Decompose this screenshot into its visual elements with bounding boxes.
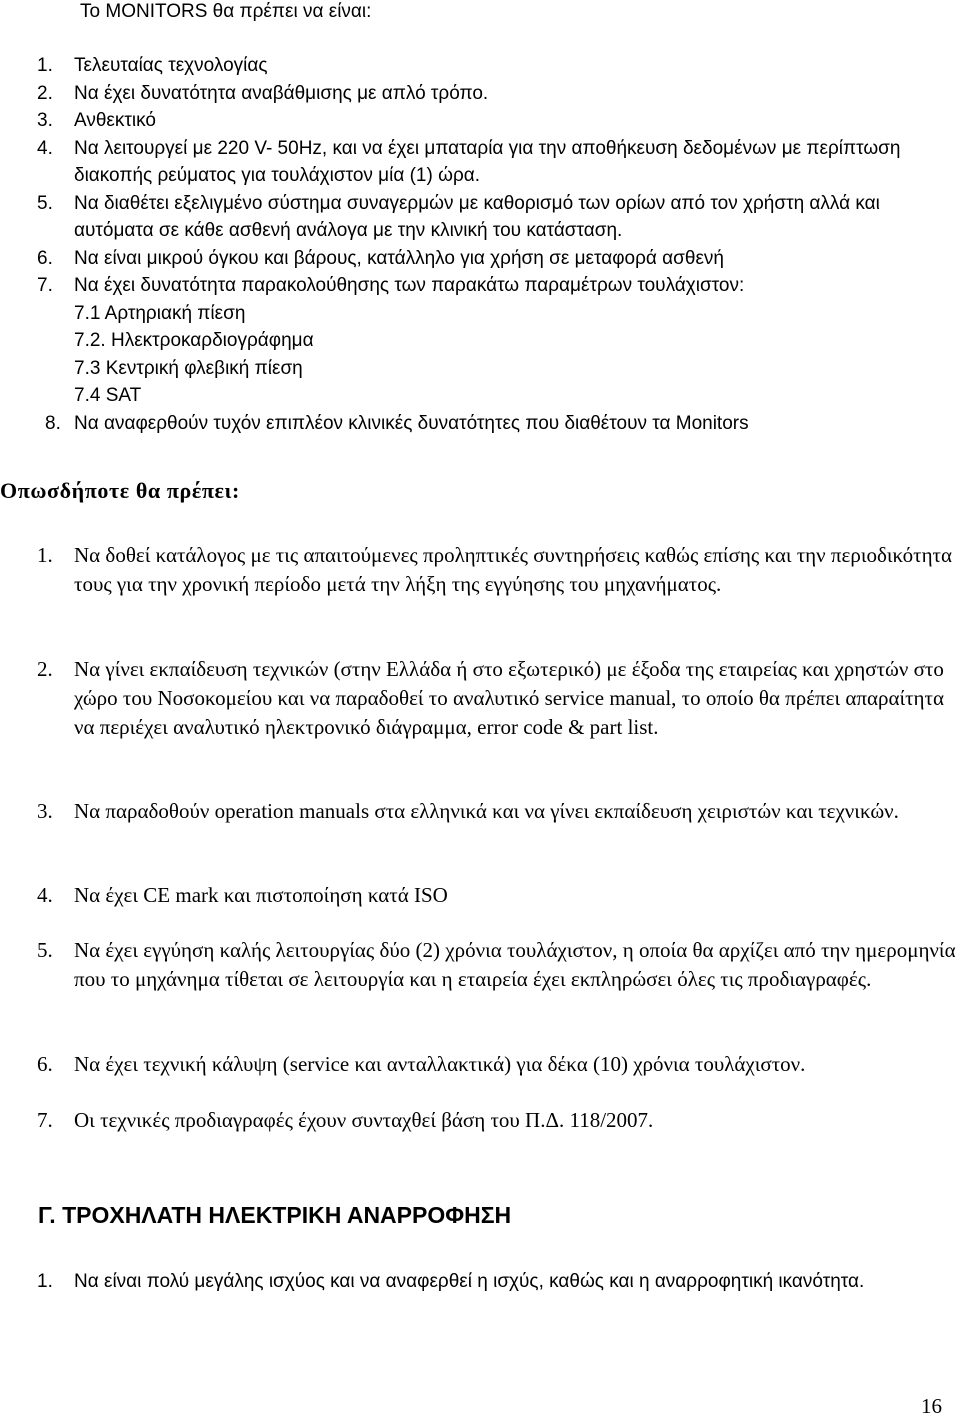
section-heading-suction: Γ. ΤΡΟΧΗΛΑΤΗ ΗΛΕΚΤΡΙΚΗ ΑΝΑΡΡΟΦΗΣΗ [38, 1202, 512, 1228]
requirement-block [0, 936, 960, 994]
list-item [0, 135, 960, 190]
list-number: 2. [37, 82, 53, 104]
sub-list-item [0, 355, 960, 383]
list-item [0, 52, 960, 80]
sub-list-text: 7.1 Αρτηριακή πίεση [74, 302, 246, 324]
requirement-block [0, 797, 960, 826]
list-number: 6. [37, 247, 53, 269]
list-item [0, 190, 960, 245]
list-text: Να δοθεί κατάλογος με τις απαιτούμενες προληπτικές συντηρήσεις καθώς επίσης και την περιοδικότητα τους για την χρονική περίοδο μετά την λήξη της εγγύησης του μηχανήματος. [74, 543, 952, 596]
list-text: Να λειτουργεί με 220 V- 50Hz, και να έχει μπαταρία για την αποθήκευση δεδομένων με περίπτωση διακοπής ρεύματος για τουλάχιστον μία (1) ώρα. [74, 137, 901, 186]
list-text: Να παραδοθούν operation manuals στα ελληνικά και να γίνει εκπαίδευση χειριστών και τεχνικών. [74, 799, 899, 823]
list-text: Να έχει εγγύηση καλής λειτουργίας δύο (2) χρόνια τουλάχιστον, η οποία θα αρχίζει από την ημερομηνία που το μηχάνημα τίθεται σε λειτουργία και η εταιρεία έχει εκπληρώσει όλες τις προδιαγραφές. [74, 938, 956, 991]
sub-list-item [0, 300, 960, 328]
list-text: Να είναι μικρού όγκου και βάρους, κατάλληλο για χρήση σε μεταφορά ασθενή [74, 247, 724, 269]
list-text: Να έχει CE mark και πιστοποίηση κατά ISO [74, 883, 448, 907]
list-text: Να έχει δυνατότητα παρακολούθησης των παρακάτω παραμέτρων τουλάχιστον: [74, 275, 745, 296]
section-heading-always: Οπωσδήποτε θα πρέπει: [0, 478, 240, 503]
list-item [0, 107, 960, 135]
list-number: 3. [37, 110, 53, 131]
requirement-block [0, 1268, 960, 1296]
list-number: 3. [37, 799, 53, 823]
requirement-block [0, 1106, 960, 1135]
list-number: 8. [45, 412, 61, 434]
list-number: 7. [37, 275, 53, 296]
page-number: 16 [921, 1394, 942, 1418]
list-number: 7. [37, 1108, 53, 1132]
list-number: 5. [37, 192, 53, 214]
list-item [0, 80, 960, 108]
monitors-requirements-list [0, 52, 960, 437]
list-number: 4. [37, 137, 53, 159]
list-number: 5. [37, 938, 53, 962]
list-number: 2. [37, 657, 53, 681]
sub-list-text: 7.4 SAT [74, 385, 142, 406]
requirement-block [0, 1050, 960, 1079]
sub-list-text: 7.2. Ηλεκτροκαρδιογράφημα [74, 330, 314, 351]
list-text: Να είναι πολύ μεγάλης ισχύος και να αναφερθεί η ισχύς, καθώς και η αναρροφητική ικανότητα. [74, 1271, 865, 1292]
list-text: Να γίνει εκπαίδευση τεχνικών (στην Ελλάδα ή στο εξωτερικό) με έξοδα της εταιρείας και χρηστών στο χώρο του Νοσοκομείου και να παραδοθεί το αναλυτικό service manual, το οποίο θα πρέπει απαραίτητα να περιέχει αναλυτικό ηλεκτρονικό διάγραμμα, error code & part list. [74, 657, 944, 739]
requirement-block [0, 655, 960, 742]
sub-list-text: 7.3 Κεντρική φλεβική πίεση [74, 357, 303, 379]
list-item [0, 272, 960, 300]
list-number: 6. [37, 1052, 53, 1076]
requirement-block [0, 541, 960, 599]
list-number: 4. [37, 883, 53, 907]
list-text: Οι τεχνικές προδιαγραφές έχουν συνταχθεί βάση του Π.Δ. 118/2007. [74, 1108, 654, 1132]
list-number: 1. [37, 55, 53, 76]
list-text: Να έχει τεχνική κάλυψη (service και ανταλλακτικά) για δέκα (10) χρόνια τουλάχιστον. [74, 1052, 806, 1076]
list-number: 1. [37, 1271, 53, 1292]
list-text: Να έχει δυνατότητα αναβάθμισης με απλό τρόπο. [74, 82, 489, 104]
requirement-block [0, 881, 960, 910]
sub-list-item [0, 327, 960, 355]
list-number: 1. [37, 543, 53, 567]
list-text: Ανθεκτικό [74, 110, 156, 131]
list-item [0, 410, 960, 438]
list-text: Να διαθέτει εξελιγμένο σύστημα συναγερμών με καθορισμό των ορίων από τον χρήστη αλλά και αυτόματα σε κάθε ασθενή ανάλογα με την κλινική του κατάσταση. [74, 192, 880, 241]
list-text: Τελευταίας τεχνολογίας [74, 55, 268, 76]
list-text: Να αναφερθούν τυχόν επιπλέον κλινικές δυνατότητες που διαθέτουν τα Monitors [74, 412, 749, 434]
monitors-intro: Το MONITORS θα πρέπει να είναι: [80, 1, 372, 22]
list-item [0, 245, 960, 273]
sub-list-item [0, 382, 960, 410]
